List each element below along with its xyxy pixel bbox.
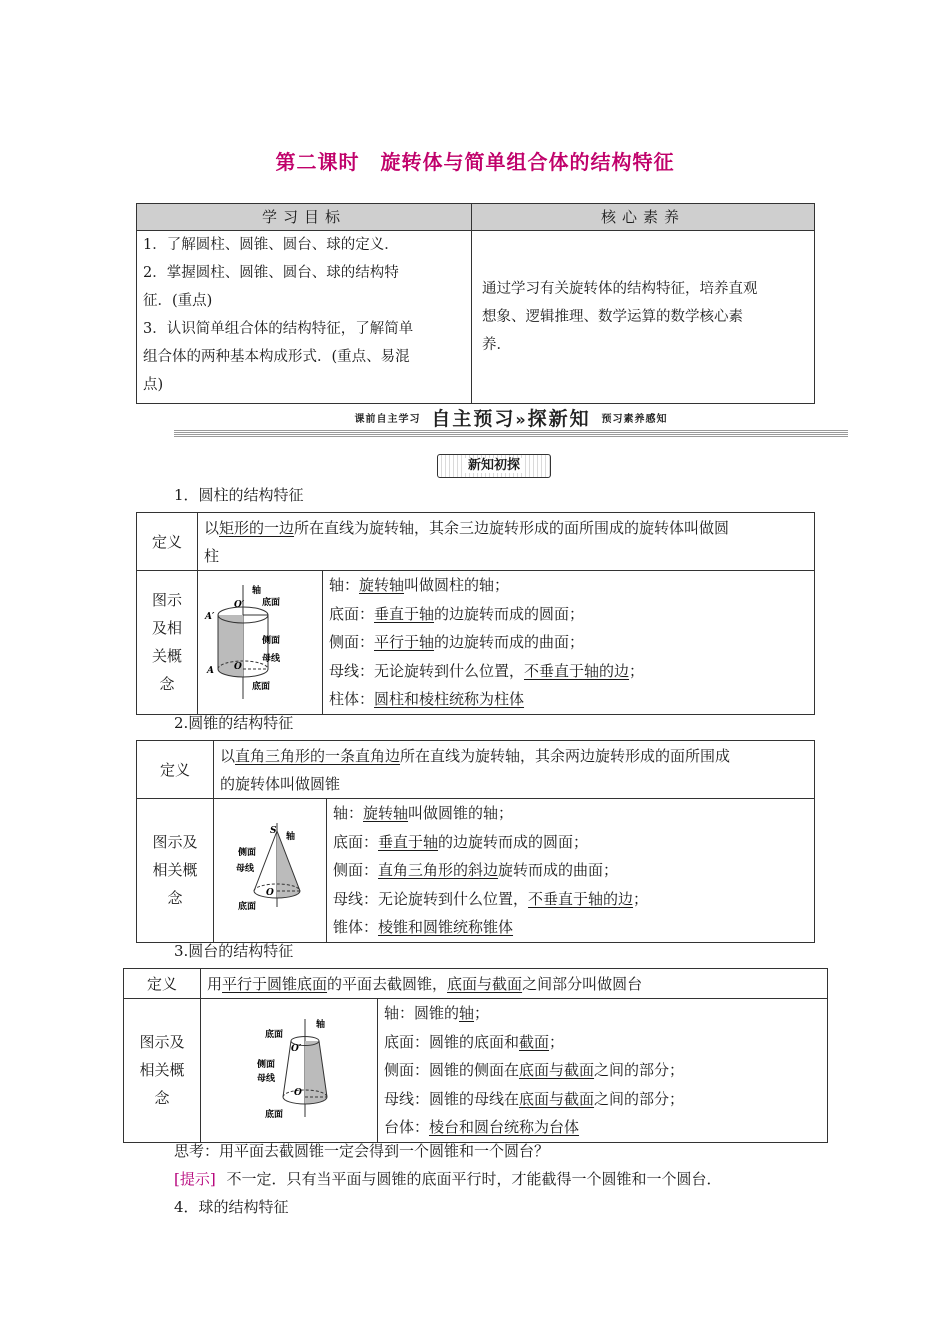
frustum-fig-label xyxy=(124,999,201,1143)
banner-left-text: 课前自主学习 xyxy=(354,414,421,425)
underlined-answer: 垂直于轴 xyxy=(374,604,435,623)
underlined-answer: 棱锥和圆锥统称锥体 xyxy=(378,918,514,936)
fig-label-o: O xyxy=(234,662,242,673)
badge-label: 新知初探 xyxy=(464,458,524,473)
concept-row: 母线：无论旋转到什么位置，不垂直于轴的边； xyxy=(329,661,645,680)
fig-label-o1: O′ xyxy=(234,600,245,611)
literacy-line: 养． xyxy=(482,337,511,353)
label-line: 关概 xyxy=(151,647,182,666)
cylinder-fig-label xyxy=(137,571,198,715)
cone-heading: 2.圆锥的结构特征 xyxy=(174,714,294,732)
objective-line: 征．(重点) xyxy=(143,293,213,309)
underlined-answer: 底面与截面 xyxy=(447,974,523,993)
concept-row: 底面：垂直于轴的边旋转而成的圆面； xyxy=(329,604,585,623)
text-segment: 以 xyxy=(204,518,220,537)
objective-line: 3．认识简单组合体的结构特征，了解简单 xyxy=(143,321,414,337)
hint-text: 不一定．只有当平面与圆锥的底面平行时，才能截得一个圆锥和一个圆台． xyxy=(226,1170,722,1188)
cylinder-def-text xyxy=(198,513,815,571)
cone-diagram xyxy=(214,805,326,935)
underlined-answer: 旋转轴 xyxy=(363,804,409,822)
label-line: 图示及 xyxy=(152,833,198,852)
sphere-heading: 4．球的结构特征 xyxy=(174,1198,289,1216)
cylinder-concepts xyxy=(323,571,815,715)
concept-row: 锥体：棱锥和圆锥统称锥体 xyxy=(333,918,514,936)
fig-label-axis: 轴 xyxy=(316,1020,326,1031)
cylinder-figure-cell xyxy=(198,571,323,715)
cone-figure-cell xyxy=(214,799,327,943)
frustum-table xyxy=(123,968,828,1143)
underlined-answer: 旋转轴 xyxy=(359,576,405,594)
label-line: 相关概 xyxy=(139,1061,185,1080)
concept-row: 台体：棱台和圆台统称为台体 xyxy=(384,1118,580,1136)
fig-label-a: A xyxy=(207,666,214,677)
fig-label-side: 侧面 xyxy=(238,848,257,859)
objectives-header: 学习目标 xyxy=(137,204,472,231)
cylinder-table xyxy=(136,512,815,715)
arrow-icon: » xyxy=(515,410,528,429)
underlined-answer: 不垂直于轴的边 xyxy=(524,661,630,680)
fig-label-a1: A′ xyxy=(205,612,215,623)
cone-fig-label xyxy=(137,799,214,943)
fig-label-generatrix: 母线 xyxy=(262,654,281,665)
cone-table xyxy=(136,740,815,943)
literacy-content xyxy=(472,231,815,404)
fig-label-base-bottom: 底面 xyxy=(252,682,271,693)
frustum-def-label: 定义 xyxy=(124,969,201,999)
underlined-answer: 圆柱和棱柱统称为柱体 xyxy=(374,690,525,708)
literacy-line: 想象、逻辑推理、数学运算的数学核心素 xyxy=(482,309,743,325)
concept-row: 侧面：平行于轴的边旋转而成的曲面； xyxy=(329,633,585,651)
text-segment: 所在直线为旋转轴，其余三边旋转形成的面所围成的旋转体叫做圆 xyxy=(294,518,730,537)
underlined-answer: 平行于轴 xyxy=(374,633,435,651)
fig-label-base: 底面 xyxy=(238,902,257,913)
underlined-answer: 棱台和圆台统称为台体 xyxy=(429,1118,580,1136)
cylinder-def-label: 定义 xyxy=(137,513,198,571)
label-line: 图示及 xyxy=(139,1033,185,1052)
think-question: 思考：用平面去截圆锥一定会得到一个圆锥和一个圆台？ xyxy=(174,1142,550,1160)
cone-def-label: 定义 xyxy=(137,741,214,799)
fig-label-generatrix: 母线 xyxy=(257,1074,276,1085)
objectives-table xyxy=(136,203,815,404)
underlined-answer: 直角三角形的一条直角边 xyxy=(235,746,401,765)
section-banner xyxy=(174,404,848,430)
objective-line: 点) xyxy=(143,377,164,393)
fig-label-axis: 轴 xyxy=(252,586,262,597)
text-segment: 柱 xyxy=(204,546,220,565)
hint-paragraph xyxy=(174,1168,722,1189)
fig-label-base: 底面 xyxy=(265,1110,284,1121)
fig-label-side: 侧面 xyxy=(262,636,281,647)
underlined-answer: 轴 xyxy=(459,1004,475,1022)
concept-row: 柱体：圆柱和棱柱统称为柱体 xyxy=(329,690,525,708)
fig-label-o: O xyxy=(294,1088,302,1099)
fig-label-axis: 轴 xyxy=(286,832,296,843)
concept-row: 底面：垂直于轴的边旋转而成的圆面； xyxy=(333,832,589,851)
underlined-answer: 不垂直于轴的边 xyxy=(528,889,634,908)
label-line: 及相 xyxy=(151,619,182,638)
objective-line: 1．了解圆柱、圆锥、圆台、球的定义． xyxy=(143,237,399,253)
hint-label: [提示] xyxy=(174,1170,216,1188)
concept-row: 侧面：圆锥的侧面在底面与截面之间的部分； xyxy=(384,1061,685,1079)
label-line: 念 xyxy=(159,675,175,694)
concept-row: 轴：圆锥的轴； xyxy=(384,1004,490,1022)
literacy-line: 通过学习有关旋转体的结构特征，培养直观 xyxy=(482,281,758,297)
concept-row: 母线：无论旋转到什么位置，不垂直于轴的边； xyxy=(333,889,649,908)
cone-def-text: 以直角三角形的一条直角边所在直线为旋转轴，其余两边旋转形成的面所围成 的旋转体叫做圆锥 xyxy=(214,741,815,799)
frustum-diagram xyxy=(201,1005,377,1135)
label-line: 念 xyxy=(154,1089,170,1108)
label-line: 念 xyxy=(167,889,183,908)
objective-line: 2．掌握圆柱、圆锥、圆台、球的结构特 xyxy=(143,265,399,281)
concept-row: 轴：旋转轴叫做圆锥的轴； xyxy=(333,804,514,822)
concept-row: 底面：圆锥的底面和截面； xyxy=(384,1032,565,1051)
fig-label-o: O xyxy=(266,888,274,899)
frustum-def-text: 用平行于圆锥底面的平面去截圆锥，底面与截面之间部分叫做圆台 xyxy=(201,969,828,999)
underlined-answer: 平行于圆锥底面 xyxy=(222,974,328,993)
concept-row: 轴：旋转轴叫做圆柱的轴； xyxy=(329,576,510,594)
underlined-answer: 底面与截面 xyxy=(519,1089,595,1108)
frustum-concepts xyxy=(378,999,828,1143)
page-title: 第二课时 旋转体与简单组合体的结构特征 xyxy=(275,150,675,174)
fig-label-base-top: 底面 xyxy=(262,598,281,609)
literacy-header: 核心素养 xyxy=(472,204,815,231)
banner-main: 自主预习 xyxy=(431,408,516,430)
label-line: 相关概 xyxy=(152,861,198,880)
concept-row: 母线：圆锥的母线在底面与截面之间的部分； xyxy=(384,1089,685,1108)
underlined-answer: 矩形的一边 xyxy=(219,518,295,537)
fig-label-s: S xyxy=(270,826,277,837)
frustum-heading: 3.圆台的结构特征 xyxy=(174,942,294,960)
concept-row: 侧面：直角三角形的斜边旋转而成的曲面； xyxy=(333,861,619,879)
objectives-content xyxy=(137,231,472,404)
fig-label-generatrix: 母线 xyxy=(236,864,255,875)
fig-label-top: 底面 xyxy=(265,1030,284,1041)
cylinder-heading: 1．圆柱的结构特征 xyxy=(174,486,304,504)
banner-divider xyxy=(174,430,848,438)
fig-label-side: 侧面 xyxy=(257,1060,276,1071)
underlined-answer: 垂直于轴 xyxy=(378,832,439,851)
underlined-answer: 底面与截面 xyxy=(519,1061,595,1079)
banner-title xyxy=(431,408,590,430)
banner-right-text: 预习素养感知 xyxy=(601,414,668,425)
section-badge xyxy=(437,454,551,478)
underlined-answer: 截面 xyxy=(519,1032,550,1051)
underlined-answer: 直角三角形的斜边 xyxy=(378,861,499,879)
cone-concepts xyxy=(327,799,815,943)
frustum-figure-cell xyxy=(201,999,378,1143)
banner-main2: 探新知 xyxy=(527,408,591,430)
label-line: 图示 xyxy=(151,591,182,610)
objective-line: 组合体的两种基本构成形式．(重点、易混 xyxy=(143,349,410,365)
fig-label-o1: O′ xyxy=(291,1044,302,1055)
cylinder-diagram xyxy=(198,577,322,707)
